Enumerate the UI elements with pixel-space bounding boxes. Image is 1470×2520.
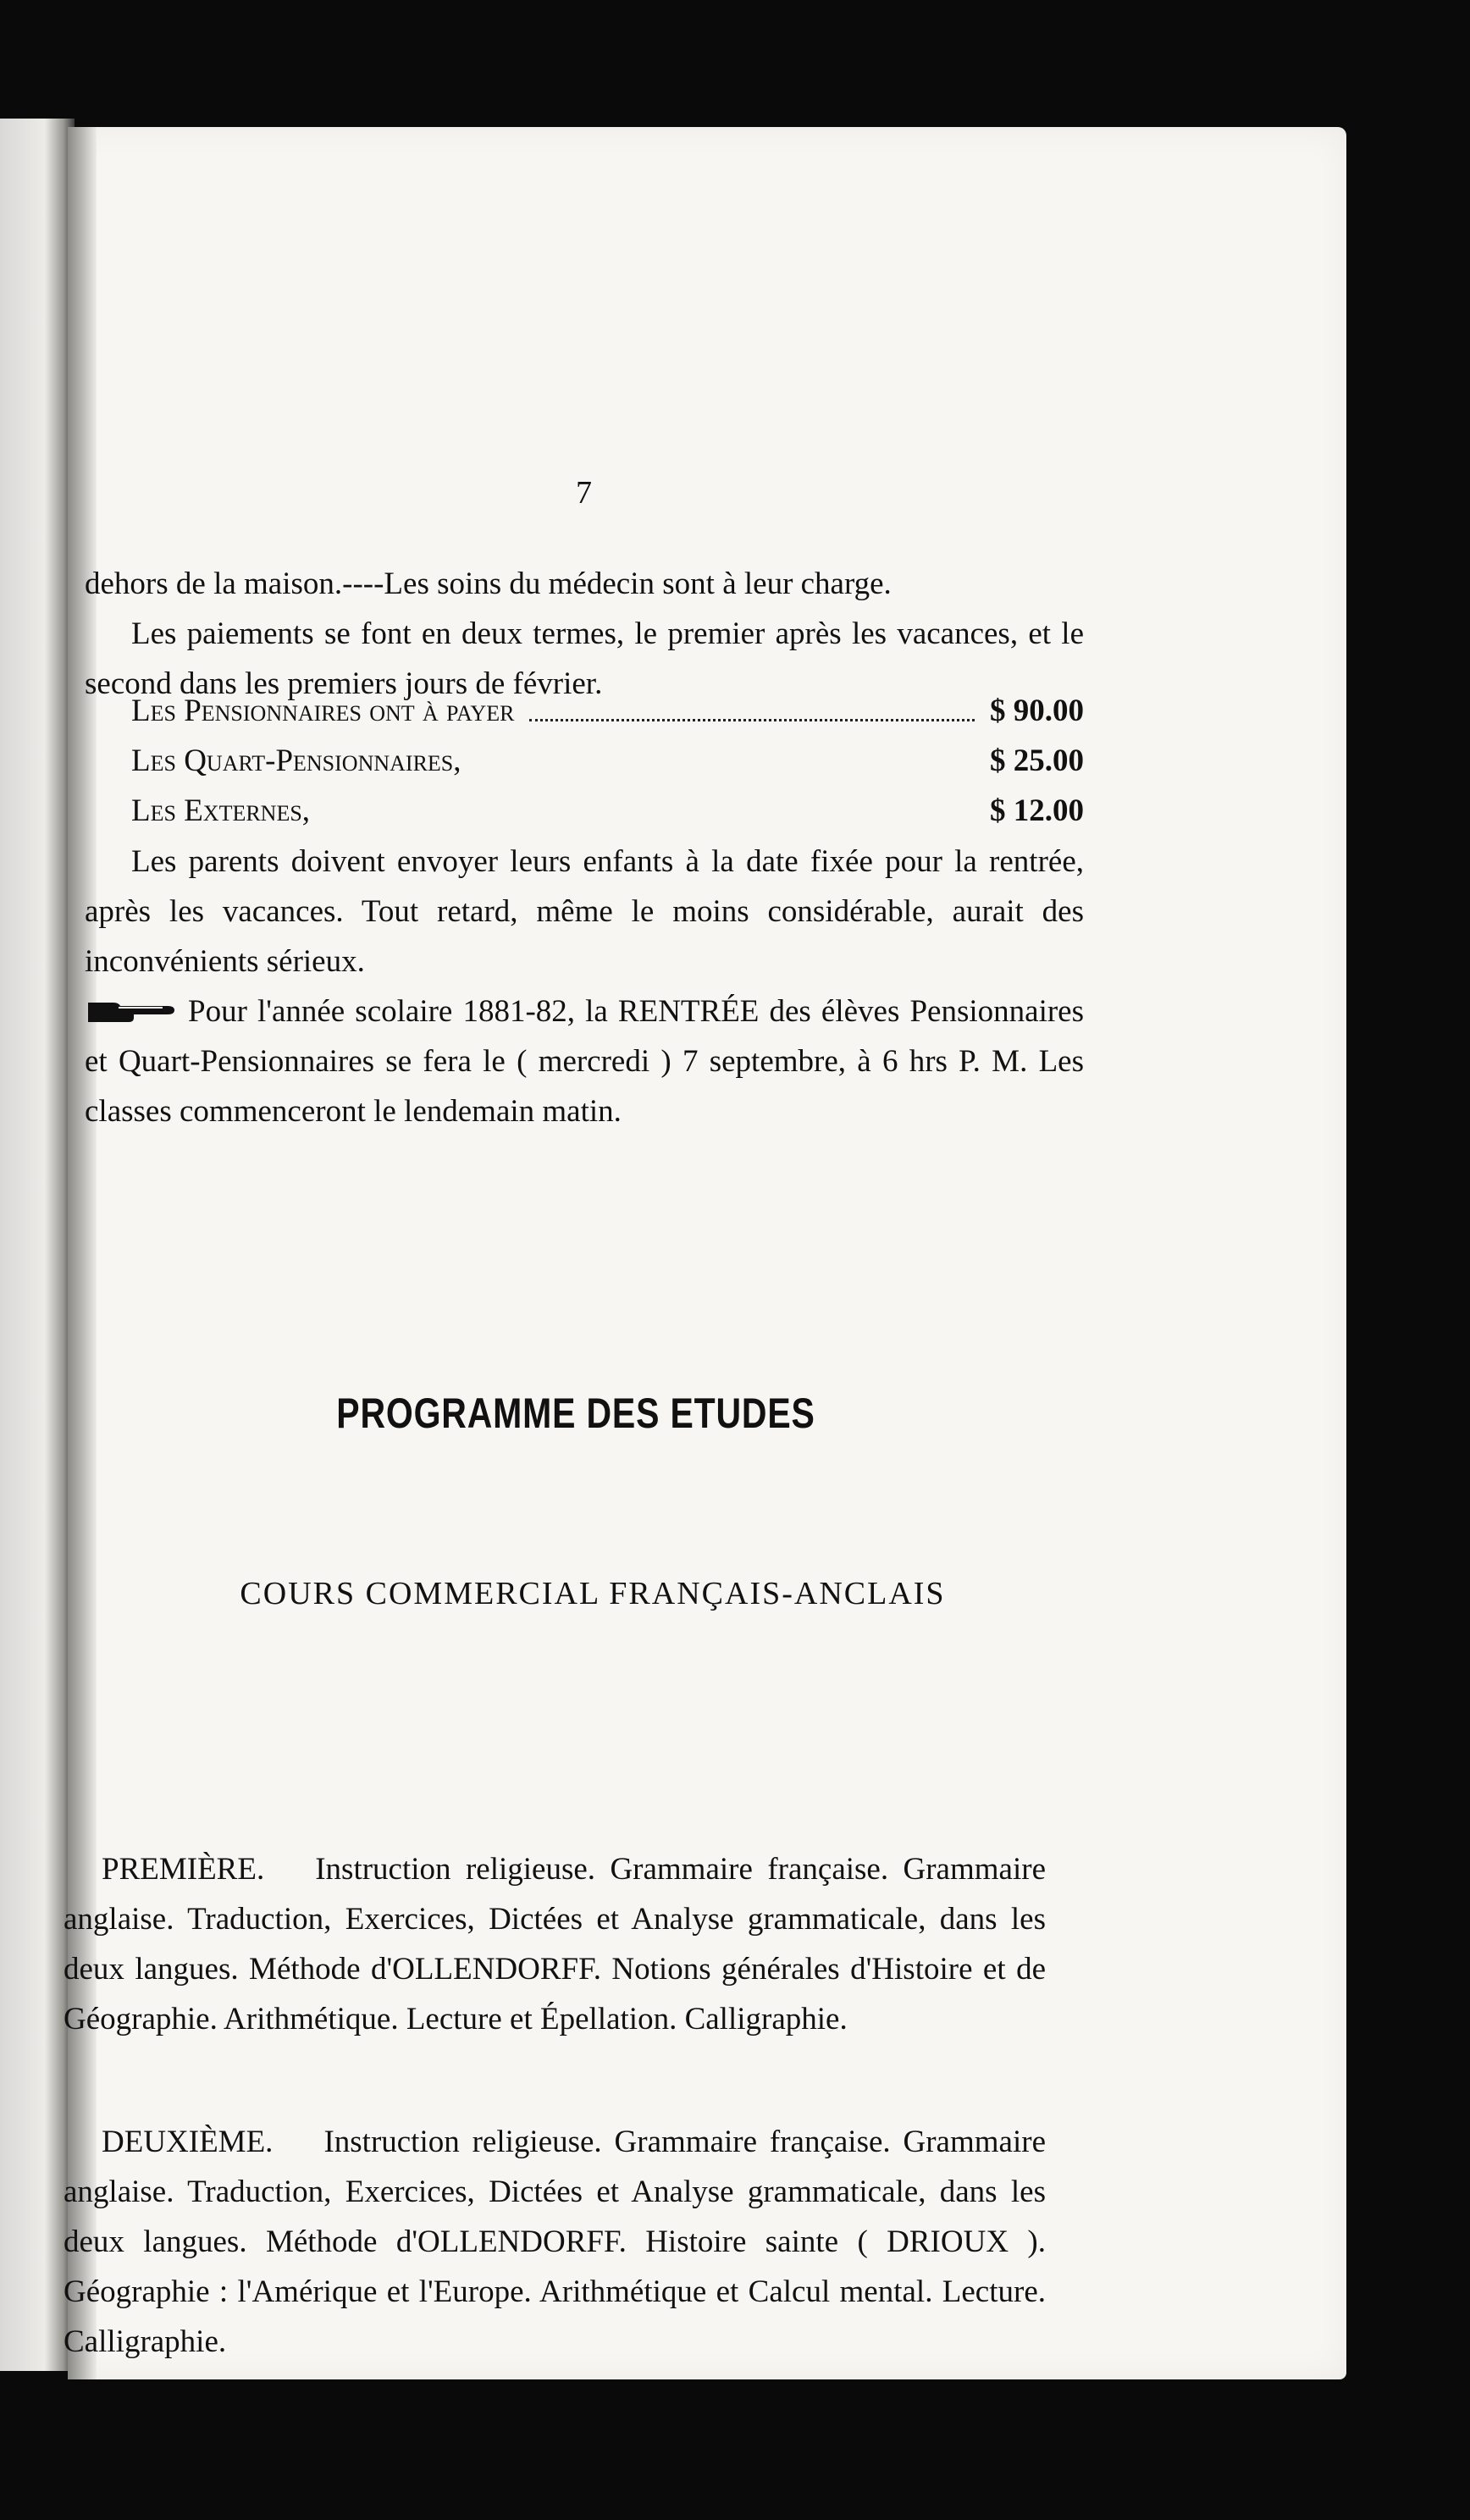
fee-amount: $ 12.00: [990, 793, 1084, 828]
page-number: 7: [576, 475, 592, 511]
paragraph-school-year-start-text: Pour l'année scolaire 1881-82, la RENTRÉE des élèves Pensionnaires et Quart-Pensionnaires se fera le ( mercredi ) 7 septembre, à 6 hrs P. M. Les classes commenceront le lendemain matin.: [85, 994, 1084, 1129]
fee-row: [131, 686, 1084, 736]
fee-amount: $ 90.00: [990, 694, 1084, 728]
fee-amount: $ 25.00: [990, 743, 1084, 778]
fee-label: Les Quart-Pensionnaires,: [131, 743, 461, 778]
course-name: PREMIÈRE.: [102, 1852, 265, 1887]
course-subheading: COURS COMMERCIAL FRANÇAIS-ANCLAIS: [240, 1576, 946, 1611]
fee-spacer: [477, 736, 975, 771]
course-description: Instruction religieuse. Grammaire française. Grammaire anglaise. Traduction, Exercices, Dictées et Analyse grammaticale, dans les deux langues. Méthode d'OLLENDORFF. Notions générales d'Histoire et de Géographie. Arithmétique. Lecture et Épellation. Calligraphie.: [64, 1852, 1046, 2036]
section-heading: PROGRAMME DES ETUDES: [336, 1390, 815, 1437]
fee-row: [131, 736, 1084, 786]
fee-row: [131, 786, 1084, 836]
course-description: Instruction religieuse. Grammaire française. Grammaire anglaise. Traduction, Exercices, Dictées et Analyse grammaticale, dans les deux langues. Méthode d'OLLENDORFF. Histoire sainte ( DRIOUX ). Géographie : l'Amérique et l'Europe. Arithmétique et Calcul mental. Lecture. Calligraphie.: [64, 2125, 1046, 2359]
paragraph-return-date-notice: Les parents doivent envoyer leurs enfants à la date fixée pour la rentrée, après les vacances. Tout retard, même le moins considérable, aurait des inconvénients sérieux.: [85, 844, 1084, 979]
paragraph-payment-terms: Les paiements se font en deux termes, le premier après les vacances, et le second dans les premiers jours de février.: [85, 616, 1084, 701]
paragraph-medical-care: dehors de la maison.----Les soins du médecin sont à leur charge.: [85, 566, 892, 601]
fee-label: Les Externes,: [131, 793, 311, 828]
pointing-hand-icon: [85, 996, 178, 1025]
fee-leader-dots: [529, 686, 975, 721]
course-deuxieme: [64, 2117, 1046, 2367]
paragraph-school-year-start: [85, 986, 1084, 1136]
course-premiere: [64, 1844, 1046, 2044]
course-name: DEUXIÈME.: [102, 2125, 274, 2159]
fee-label: Les Pensionnaires ont à payer: [131, 694, 515, 728]
fee-table: [131, 686, 1084, 836]
fee-spacer: [325, 786, 975, 821]
